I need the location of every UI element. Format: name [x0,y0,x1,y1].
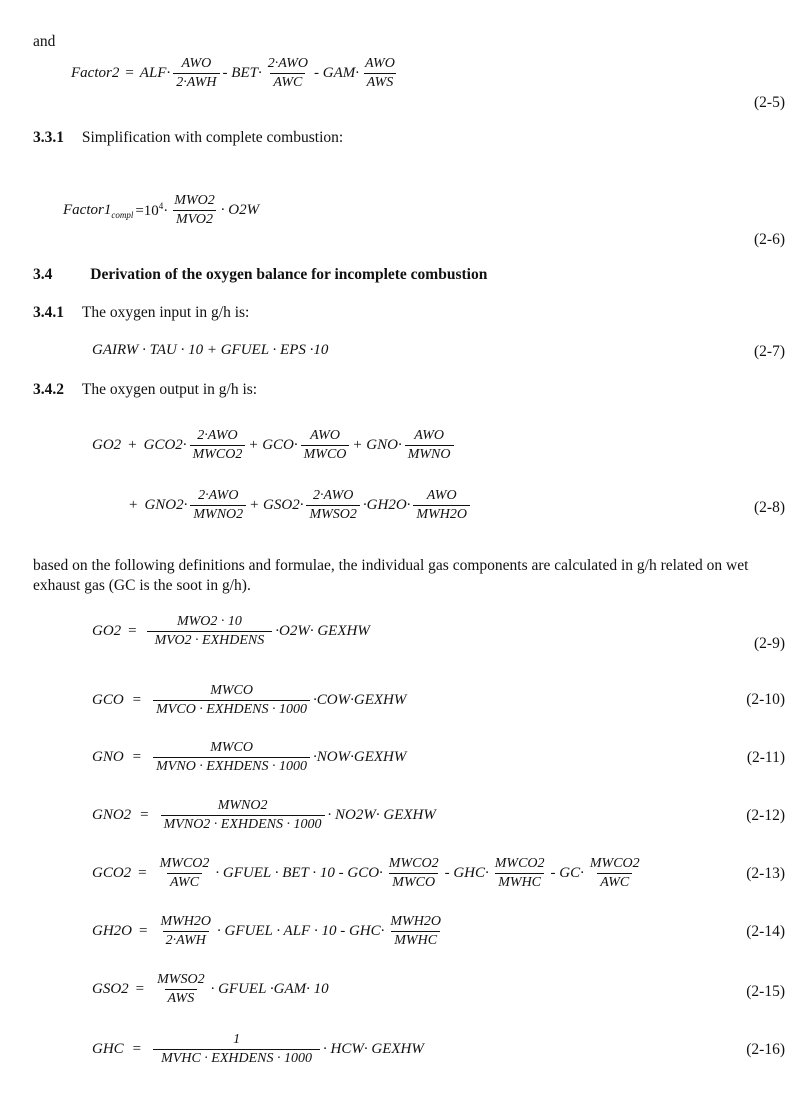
eq-sign: = [140,807,149,823]
eq-term: - GHC· [444,865,489,881]
fraction: $\frac{\text{MWH2O}}{\text{MWHC}}$ [390,914,441,948]
eq-expression: GAIRW · TAU · 10 + GFUEL · EPS ·10 [92,342,329,358]
fraction: $\frac{\text{2·AWO}}{\text{AWC}}$ [267,56,309,90]
equation-number: (2-13) [746,865,785,882]
equation-2-8-line-1 [91,428,456,463]
equation-number: (2-14) [746,923,785,940]
fraction: $\frac{\text{MWO2}}{\text{MVO2}}$ [174,193,215,227]
eq-term: - GC· [550,865,584,881]
eq-term: ·O2W· GEXHW [275,623,370,639]
equation-2-6 [62,193,260,228]
eq-sign: + [129,497,138,513]
eq-lhs: GCO2 [92,865,132,881]
equation-number: (2-7) [754,343,785,360]
eq-lhs: GNO2 [92,807,132,823]
fraction: $\frac{\text{MWNO2}}{\text{MVNO2 · EXHDENS · 1000}}$ [161,798,325,833]
fraction: $\frac{1}{\text{MVHC · EXHDENS · 1000}}$ [153,1032,320,1067]
fraction: $\frac{\text{2·AWO}}{\text{MWCO2}}$ [190,428,246,463]
eq-term: · NO2W· GEXHW [327,807,436,823]
equation-number: (2-10) [746,691,785,708]
section-heading-3-4 [33,265,487,284]
section-text: Derivation of the oxygen balance for incomplete combustion [90,266,488,283]
equation-2-13 [91,856,645,891]
eq-term: GCO2· [143,437,187,453]
section-text: The oxygen output in g/h is: [81,381,258,398]
intro-text: and [33,33,56,50]
fraction: $\frac{\text{AWO}}{\text{MWNO}}$ [405,428,454,463]
section-number: 3.4 [33,266,53,283]
eq-term: + GSO2· [249,497,304,513]
eq-sign: + [128,437,137,453]
fraction: $\frac{\text{2·AWO}}{\text{MWSO2}}$ [306,488,359,523]
section-number: 3.3.1 [33,129,64,146]
fraction: $\frac{\text{MWCO2}}{\text{AWC}}$ [589,856,640,890]
eq-term: · O2W [220,202,260,218]
equation-2-7 [91,342,329,359]
equation-2-11 [91,740,407,775]
eq-sign: = [132,692,142,708]
equation-number: (2-11) [746,749,785,766]
fraction: $\frac{\text{MWCO}}{\text{MVCO · EXHDENS · 1000}}$ [153,683,310,718]
eq-term: · GFUEL · BET · 10 - GCO· [215,865,383,881]
equation-2-5 [70,56,400,91]
eq-term: - GAM· [314,65,360,81]
section-text: The oxygen input in g/h is: [81,304,250,321]
eq-term: ·COW·GEXHW [313,692,407,708]
section-number: 3.4.2 [33,381,64,398]
fraction: $\frac{\text{AWO}}{\text{2·AWH}}$ [173,56,219,91]
eq-lhs: GCO [92,692,124,708]
eq-sign: = [139,923,148,939]
eq-lhs: GO2 [92,623,122,639]
fraction: $\frac{\text{MWCO2}}{\text{AWC}}$ [159,856,210,890]
eq-sign: = [132,749,142,765]
fraction: $\frac{\text{AWO}}{\text{MWH2O}}$ [413,488,470,523]
equation-2-14 [91,914,446,949]
fraction: $\frac{\text{MWH2O}}{\text{2·AWH}}$ [160,914,212,948]
section-heading-3-3-1 [33,128,343,147]
eq-sign: $=10^4\cdot$ [135,201,169,219]
eq-term: + GNO· [352,437,402,453]
fraction: $\frac{\text{MWCO2}}{\text{MWCO}}$ [388,856,439,890]
eq-sign: = [135,981,145,997]
eq-lhs: Factor2 [71,65,120,81]
eq-sign: = [125,65,134,81]
fraction: $\frac{\text{MWO2 · 10}}{\text{MVO2 · EXHDENS}}$ [147,614,273,649]
fraction: $\frac{\text{AWO}}{\text{AWS}}$ [365,56,395,90]
eq-lhs: GH2O [92,923,132,939]
section-heading-3-4-2 [33,380,257,399]
eq-sign: = [128,623,137,639]
section-number: 3.4.1 [33,304,64,321]
equation-number: (2-5) [754,94,785,111]
fraction: $\frac{\text{MWCO}}{\text{MVNO · EXHDENS · 1000}}$ [153,740,310,775]
eq-term: ALF· [139,65,171,81]
eq-lhs: GSO2 [92,981,129,997]
equation-2-9 [91,614,371,649]
equation-2-10 [91,683,407,718]
equation-number: (2-8) [754,499,785,516]
equation-number: (2-9) [754,635,785,652]
eq-sign: = [132,1041,142,1057]
eq-lhs: GNO [92,749,124,765]
fraction: $\frac{\text{2·AWO}}{\text{MWNO2}}$ [190,488,246,523]
section-heading-3-4-1 [33,303,249,322]
fraction: $\frac{\text{AWO}}{\text{MWCO}}$ [301,428,350,463]
eq-term: · HCW· GEXHW [323,1041,424,1057]
eq-term: ·GH2O· [362,497,411,513]
eq-lhs: $Factor1_{compl}$ [63,201,134,220]
eq-term: ·NOW·GEXHW [313,749,407,765]
equation-2-16 [91,1032,425,1067]
eq-term: · GFUEL · ALF · 10 - GHC· [217,923,385,939]
body-paragraph: based on the following definitions and formulae, the individual gas components are calculated in g/h related on wet exhaust gas (GC is the soot in g/h). [33,557,749,595]
eq-lhs: GHC [92,1041,124,1057]
eq-term: · GFUEL ·GAM· 10 [210,981,329,997]
fraction: $\frac{\text{MWCO2}}{\text{MWHC}}$ [494,856,545,890]
eq-term: + GCO· [248,437,298,453]
eq-lhs: GO2 [92,437,122,453]
eq-term: GNO2· [144,497,188,513]
section-text: Simplification with complete combustion: [81,129,344,146]
equation-2-15 [91,972,330,1007]
equation-number: (2-12) [746,807,785,824]
eq-sign: = [138,865,147,881]
equation-number: (2-6) [754,231,785,248]
equation-2-8-line-2 [128,488,472,523]
equation-number: (2-16) [746,1041,785,1058]
fraction: $\frac{\text{MWSO2}}{\text{AWS}}$ [157,972,205,1006]
equation-2-12 [91,798,437,833]
eq-term: - BET· [222,65,262,81]
equation-number: (2-15) [746,983,785,1000]
